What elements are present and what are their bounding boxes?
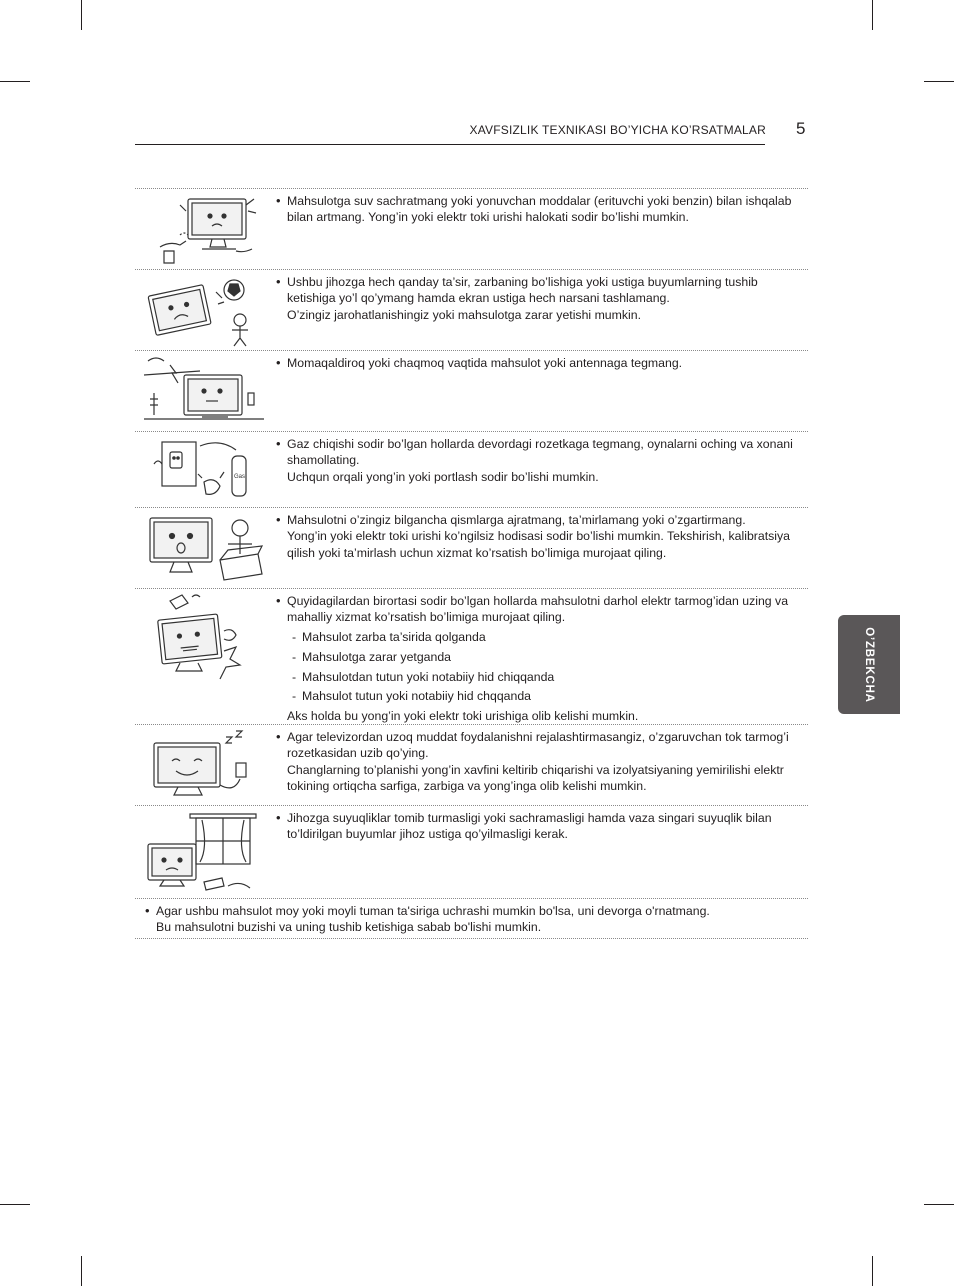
- bullet-text: • Agar televizordan uzoq muddat foydalanishni rejalashtirmasangiz, o’zgaruvchan tok tarmog’i rozetkasidan uzib qo’ying.: [275, 729, 800, 762]
- tv-water-spray-icon: [140, 191, 268, 267]
- safety-row: [135, 588, 808, 724]
- tv-disassembly-icon: [140, 510, 268, 586]
- gas-leak-outlet-icon: [140, 434, 268, 506]
- row-text: [275, 355, 800, 371]
- bullet-text: • Quyidagilardan birortasi sodir bo’lgan hollarda mahsulotni darhol elektr tarmog’idan uzing va mahalliy xizmat ko’rsatish bo’limiga murojaat qiling.: [275, 593, 800, 626]
- sub-item: - Mahsulot tutun yoki notabiiy hid chqqanda: [275, 688, 800, 704]
- crop-mark: [0, 81, 30, 82]
- row-text: [275, 810, 800, 843]
- page-number: 5: [796, 119, 806, 138]
- crop-mark: [924, 1204, 954, 1205]
- crop-mark: [81, 0, 82, 30]
- safety-row: [135, 188, 808, 269]
- header-title: XAVFSIZLIK TEXNIKASI BO’YICHA KO’RSATMALAR: [469, 123, 766, 137]
- row-text: [275, 729, 800, 794]
- tv-sleeping-unplug-icon: [140, 727, 268, 803]
- tv-liquid-vase-icon: [140, 808, 268, 896]
- tv-ball-impact-icon: [140, 272, 268, 348]
- crop-mark: [924, 81, 954, 82]
- footer-note: [135, 898, 808, 939]
- bullet-text: • Momaqaldiroq yoki chaqmoq vaqtida mahsulot yoki antennaga tegmang.: [275, 355, 800, 371]
- bullet-text: • Gaz chiqishi sodir bo’lgan hollarda devordagi rozetkaga tegmang, oynalarni oching va xonani shamollating.: [275, 436, 800, 469]
- bullet-text: • Agar ushbu mahsulot moy yoki moyli tuman ta'siriga uchrashi mumkin bo'lsa, uni devorga o'rnatmang.: [144, 903, 784, 919]
- tv-lightning-icon: [140, 353, 268, 429]
- row-text: [275, 436, 800, 485]
- sub-item: - Mahsulotdan tutun yoki notabiiy hid chiqqanda: [275, 669, 800, 685]
- footer-note-text: [144, 903, 784, 936]
- row-text: [275, 193, 800, 226]
- bullet-text: • Mahsulotga suv sachratmang yoki yonuvchan moddalar (erituvchi yoki benzin) bilan ishqalab bilan artmang. Yong’in yoki elektr toki urishi halokati sodir bo’lishi mumkin.: [275, 193, 800, 226]
- sub-item: - Mahsulot zarba ta’sirida qolganda: [275, 629, 800, 645]
- language-tab: [838, 615, 900, 714]
- sub-item: - Mahsulotga zarar yetganda: [275, 649, 800, 665]
- crop-mark: [0, 1204, 30, 1205]
- continuation-text: O’zingiz jarohatlanishingiz yoki mahsulotga zarar yetishi mumkin.: [287, 307, 642, 322]
- crop-mark: [81, 1256, 82, 1286]
- safety-row: [135, 350, 808, 431]
- crop-mark: [872, 0, 873, 30]
- continuation-text: Aks holda bu yong’in yoki elektr toki urishiga olib kelishi mumkin.: [287, 708, 639, 723]
- continuation-text: Yong’in yoki elektr toki urishi ko’ngilsiz hodisasi sodir bo’lishi mumkin. Tekshirish, kalibratsiya qilish yoki ta’mirlash uchun xizmat ko’rsatish bo’limiga murojaat qiling.: [287, 529, 791, 560]
- bullet-text: • Ushbu jihozga hech qanday ta’sir, zarbaning bo’lishiga yoki ustiga buyumlarning tushib ketishiga yo’l qo’ymang hamda ekran ustiga hech narsani tashlamang.: [275, 274, 800, 307]
- safety-row: [135, 269, 808, 350]
- continuation-text: Changlarning to’planishi yong’in xavfini keltirib chiqarishi va izolyatsiyaning yemirilishi elektr tokining ortiqcha sarfiga, zarbiga va yong’inga olib kelishi mumkin.: [287, 762, 784, 793]
- row-text: [275, 593, 800, 724]
- safety-row: [135, 805, 808, 898]
- continuation-text: Bu mahsulotni buzishi va uning tushib ketishiga sabab bo'lishi mumkin.: [156, 920, 542, 935]
- safety-row: [135, 507, 808, 588]
- tv-damaged-smoke-icon: [140, 591, 268, 687]
- row-text: [275, 274, 800, 323]
- crop-mark: [872, 1256, 873, 1286]
- row-text: [275, 512, 800, 561]
- header-rule: [135, 144, 765, 145]
- continuation-text: Uchqun orqali yong’in yoki portlash sodir bo’lishi mumkin.: [287, 469, 599, 484]
- bullet-text: • Mahsulotni o’zingiz bilgancha qismlarga ajratmang, ta’mirlamang yoki o’zgartirmang.: [275, 512, 800, 528]
- safety-row: [135, 431, 808, 507]
- language-tab-label: O’ZBEKCHA: [863, 626, 875, 703]
- gas-can-label: Gas: [234, 474, 246, 480]
- safety-row: [135, 724, 808, 805]
- bullet-text: • Jihozga suyuqliklar tomib turmasligi yoki sachramasligi hamda vaza singari suyuqlik bilan to’ldirilgan buyumlar jihoz ustiga qo’yilmasligi kerak.: [275, 810, 800, 843]
